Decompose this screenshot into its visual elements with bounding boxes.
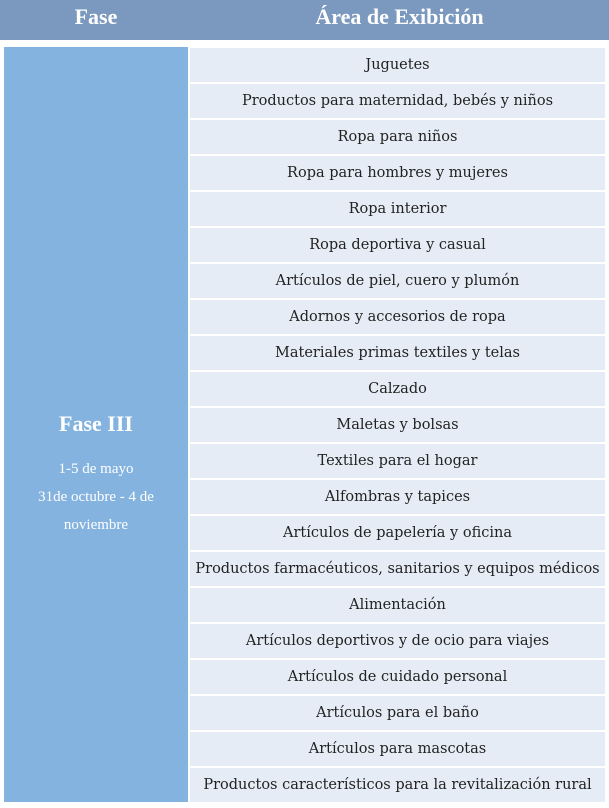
area-row: Artículos de papelería y oficina	[190, 516, 605, 550]
header-area: Área de Exibición	[315, 4, 484, 29]
phase-cell	[4, 47, 188, 802]
area-row: Materiales primas textiles y telas	[190, 336, 605, 370]
header-fase: Fase	[74, 4, 118, 29]
area-row: Adornos y accesorios de ropa	[190, 300, 605, 334]
phase-dates	[4, 455, 188, 539]
area-row: Artículos de piel, cuero y plumón	[190, 264, 605, 298]
area-row: Calzado	[190, 372, 605, 406]
area-row: Maletas y bolsas	[190, 408, 605, 442]
area-row: Artículos para mascotas	[190, 732, 605, 766]
area-row: Ropa para hombres y mujeres	[190, 156, 605, 190]
area-row: Juguetes	[190, 48, 605, 82]
phase-title: Fase III	[59, 411, 133, 436]
area-row: Alimentación	[190, 588, 605, 622]
area-row: Artículos deportivos y de ocio para viajes	[190, 624, 605, 658]
area-row: Productos característicos para la revitalización rural	[190, 768, 605, 802]
area-list	[190, 48, 605, 804]
area-row: Productos farmacéuticos, sanitarios y equipos médicos	[190, 552, 605, 586]
phase-dates-line-3: noviembre	[63, 517, 129, 533]
area-row: Textiles para el hogar	[190, 444, 605, 478]
area-row: Artículos para el baño	[190, 696, 605, 730]
area-row: Ropa interior	[190, 192, 605, 226]
area-row: Ropa deportiva y casual	[190, 228, 605, 262]
table-header	[0, 0, 609, 40]
phase-dates-line-1: 1-5 de mayo	[58, 461, 134, 477]
area-row: Productos para maternidad, bebés y niños	[190, 84, 605, 118]
area-row: Alfombras y tapices	[190, 480, 605, 514]
phase-dates-line-2: 31de octubre - 4 de	[38, 489, 154, 505]
area-row: Ropa para niños	[190, 120, 605, 154]
area-row: Artículos de cuidado personal	[190, 660, 605, 694]
